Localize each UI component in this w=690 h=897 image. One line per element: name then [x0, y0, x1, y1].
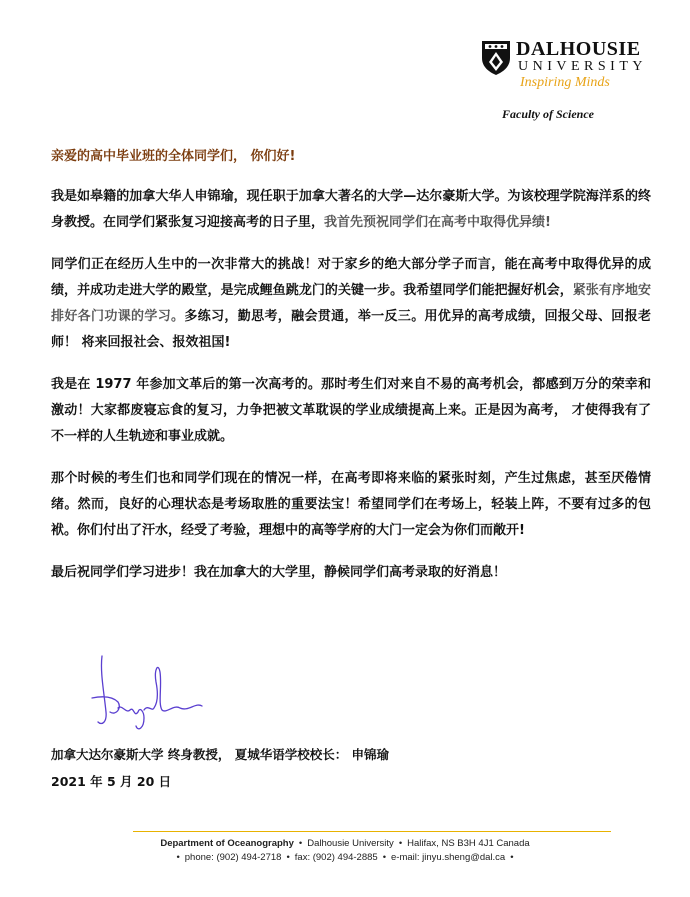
paragraph-1 [51, 184, 651, 236]
paragraph-2-text-c: 多练习，勤思考，融会贯通，举一反三。用优异的高考成绩，回报父母、回报老师！ 将来回报社会、报效祖国! [51, 309, 651, 350]
footer-university: Dalhousie University [307, 838, 394, 849]
footer-fax: fax: (902) 494-2885 [294, 852, 378, 863]
letter-date: 2021 年 5 月 20 日 [51, 774, 172, 789]
paragraph-2 [51, 252, 651, 356]
greeting: 亲爱的高中毕业班的全体同学们， 你们好! [51, 149, 296, 164]
footer-department: Department of Oceanography [160, 838, 294, 849]
footer-separator: • [298, 838, 303, 849]
paragraph-4: 那个时候的考生们也和同学们现在的情况一样，在高考即将来临的紧张时刻，产生过焦虑，甚至厌倦情绪。然而，良好的心理状态是考场取胜的重要法宝！希望同学们在考场上，轻装上阵，不要有过多的包袱。你们付出了汗水，经受了考验，理想中的高等学府的大门一定会为你们而敞开! [51, 471, 651, 538]
logo-name: DALHOUSIE [516, 38, 641, 60]
paragraph-1-text: 我是如皋籍的加拿大华人申锦瑜，现任职于加拿大著名的大学—达尔豪斯大学。为该校理学院海洋系的终身教授。在同学们紧张复习迎接高考的日子里， [51, 189, 651, 230]
footer-address-line [0, 838, 690, 849]
footer-separator: • [398, 838, 403, 849]
logo-university: UNIVERSITY [518, 59, 647, 74]
dalhousie-logo [481, 38, 651, 94]
footer-separator: • [176, 852, 180, 863]
paragraph-2-highlight: 紧张有序地安排好各门功课的学习。 [51, 283, 651, 324]
logo-tagline: Inspiring Minds [520, 75, 610, 90]
footer-phone: phone: (902) 494-2718 [184, 852, 282, 863]
paragraph-5: 最后祝同学们学习进步！我在加拿大的大学里，静候同学们高考录取的好消息！ [51, 565, 507, 580]
footer-contact-line [0, 852, 690, 863]
letter-body [51, 144, 651, 602]
footer-separator: • [286, 852, 290, 863]
footer-divider [133, 831, 611, 832]
footer-separator: • [382, 852, 387, 863]
faculty-label: Faculty of Science [502, 107, 594, 121]
footer-separator: • [510, 852, 514, 863]
paragraph-2-text-a: 同学们正在经历人生中的一次非常大的挑战！对于家乡的绝大部分学子而言，能在高考中取得优异的成绩，并成功走进大学的殿堂，是完成鲤鱼跳龙门的关键一步。我希望同学们能把握好机会， [51, 257, 651, 298]
signature-line: 加拿大达尔豪斯大学 终身教授， 夏城华语学校校长： 申锦瑜 [51, 747, 390, 762]
footer-address: Halifax, NS B3H 4J1 Canada [407, 838, 530, 849]
paragraph-1-wish: 我首先预祝同学们在高考中取得优异绩! [324, 215, 551, 230]
crest-icon [481, 40, 511, 76]
handwritten-signature [88, 652, 208, 734]
footer-email[interactable]: e-mail: jinyu.sheng@dal.ca [391, 852, 506, 863]
paragraph-3: 我是在 1977 年参加文革后的第一次高考的。那时考生们对来自不易的高考机会，都感到万分的荣幸和激动！大家都废寝忘食的复习，力争把被文革耽误的学业成绩提高上来。正是因为高考， 才使得我有了不一样的人生轨迹和事业成就。 [51, 377, 651, 444]
